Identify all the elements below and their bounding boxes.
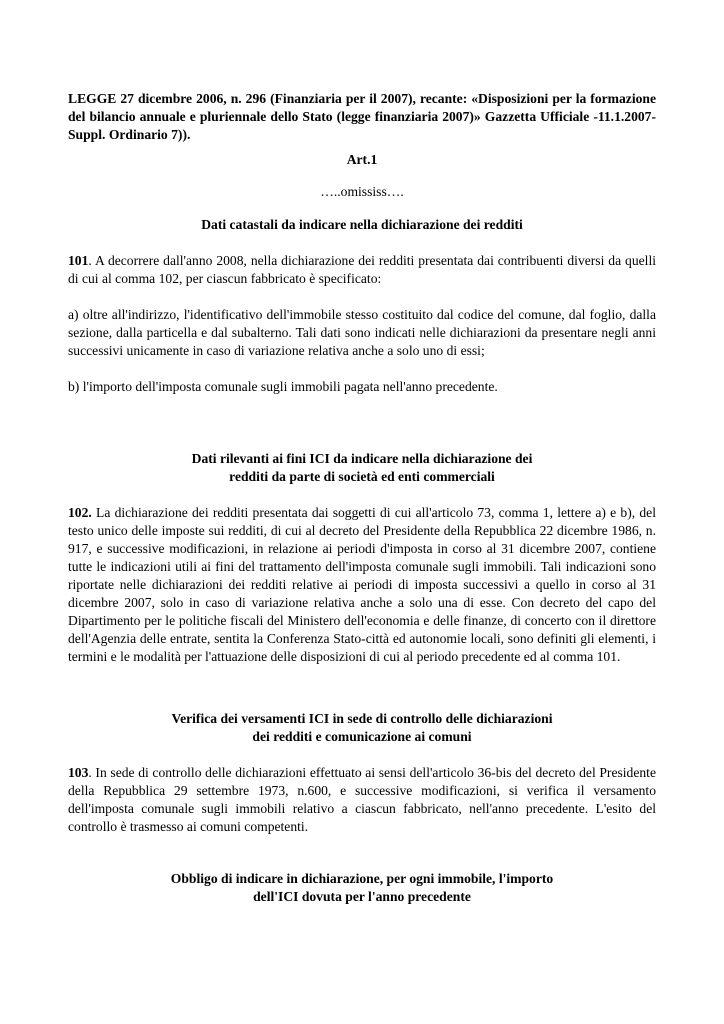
paragraph-number-103: 103 [68, 765, 89, 780]
list-item-a: a) oltre all'indirizzo, l'identificativo dell'immobile stesso costituito dal codice del comune, dal foglio, dalla sezione, dalla particella e dal subalterno. Tali dati sono indicati nelle dichiarazioni da presentare negli anni successivi unicamente in caso di variazione relativa anche a solo uno di essi; [68, 307, 656, 358]
section-heading-103-line2: dei redditi e comunicazione ai comuni [252, 729, 472, 744]
paragraph-text-103: . In sede di controllo delle dichiarazioni effettuato ai sensi dell'articolo 36-bis del decreto del Presidente della Repubblica 29 settembre 1973, n.600, e successive modificazioni, si verifica il versamento dell'imposta comunale sugli immobili relativo a ciascun fabbricato, nell'anno precedente. L'esito del controllo è trasmesso ai comuni competenti. [68, 765, 656, 834]
section-heading-102 [68, 450, 656, 486]
section-heading-103 [68, 710, 656, 746]
paragraph-text-101: . A decorrere dall'anno 2008, nella dichiarazione dei redditi presentata dai contribuenti diversi da quelli di cui al comma 102, per ciascun fabbricato è specificato: [68, 253, 656, 286]
section-heading-103-line1: Verifica dei versamenti ICI in sede di controllo delle dichiarazioni [171, 711, 553, 726]
list-item-b: b) l'importo dell'imposta comunale sugli immobili pagata nell'anno precedente. [68, 379, 498, 394]
section-heading-104 [68, 870, 656, 906]
document-page [68, 90, 656, 906]
section-heading-102-line2: redditi da parte di società ed enti commerciali [229, 469, 495, 484]
paragraph-text-102: La dichiarazione dei redditi presentata dai soggetti di cui all'articolo 73, comma 1, lettere a) e b), del testo unico delle imposte sui redditi, di cui al decreto del Presidente della Repubblica 22 dicembre 1986, n. 917, e successive modificazioni, in relazione ai periodi d'imposta in corso al 31 dicembre 2007, contiene tutte le indicazioni utili ai fini del trattamento dell'imposta comunale sugli immobili. Tali indicazioni sono riportate nelle dichiarazioni dei redditi relative ai periodi di imposta successivi a quello in corso al 31 dicembre 2007, solo in caso di variazione relativa anche a solo una di esse. Con decreto del capo del Dipartimento per le politiche fiscali del Ministero dell'economia e delle finanze, di concerto con il direttore dell'Agenzia delle entrate, sentita la Conferenza Stato-città ed autonomie locali, sono definiti gli elementi, i termini e le modalità per l'attuazione delle disposizioni di cui al periodo precedente ed al comma 101. [68, 505, 656, 664]
paragraph-number-102: 102. [68, 505, 92, 520]
section-heading-104-line1: Obbligo di indicare in dichiarazione, per ogni immobile, l'importo [170, 871, 554, 886]
article-number: Art.1 [346, 152, 378, 167]
paragraph-103 [68, 764, 656, 836]
paragraph-number-101: 101 [68, 253, 89, 268]
section-heading-102-line1: Dati rilevanti ai fini ICI da indicare nella dichiarazione dei [191, 451, 533, 466]
paragraph-101 [68, 252, 656, 288]
section-heading-101: Dati catastali da indicare nella dichiarazione dei redditi [201, 217, 523, 232]
omissis-marker: …..omississ…. [320, 184, 404, 199]
document-title: LEGGE 27 dicembre 2006, n. 296 (Finanziaria per il 2007), recante: «Disposizioni per la formazione del bilancio annuale e pluriennale dello Stato (legge finanziaria 2007)» Gazzetta Ufficiale -11.1.2007- Suppl. Ordinario 7)). [68, 91, 656, 142]
paragraph-102 [68, 504, 656, 666]
section-heading-104-line2: dell'ICI dovuta per l'anno precedente [253, 889, 471, 904]
